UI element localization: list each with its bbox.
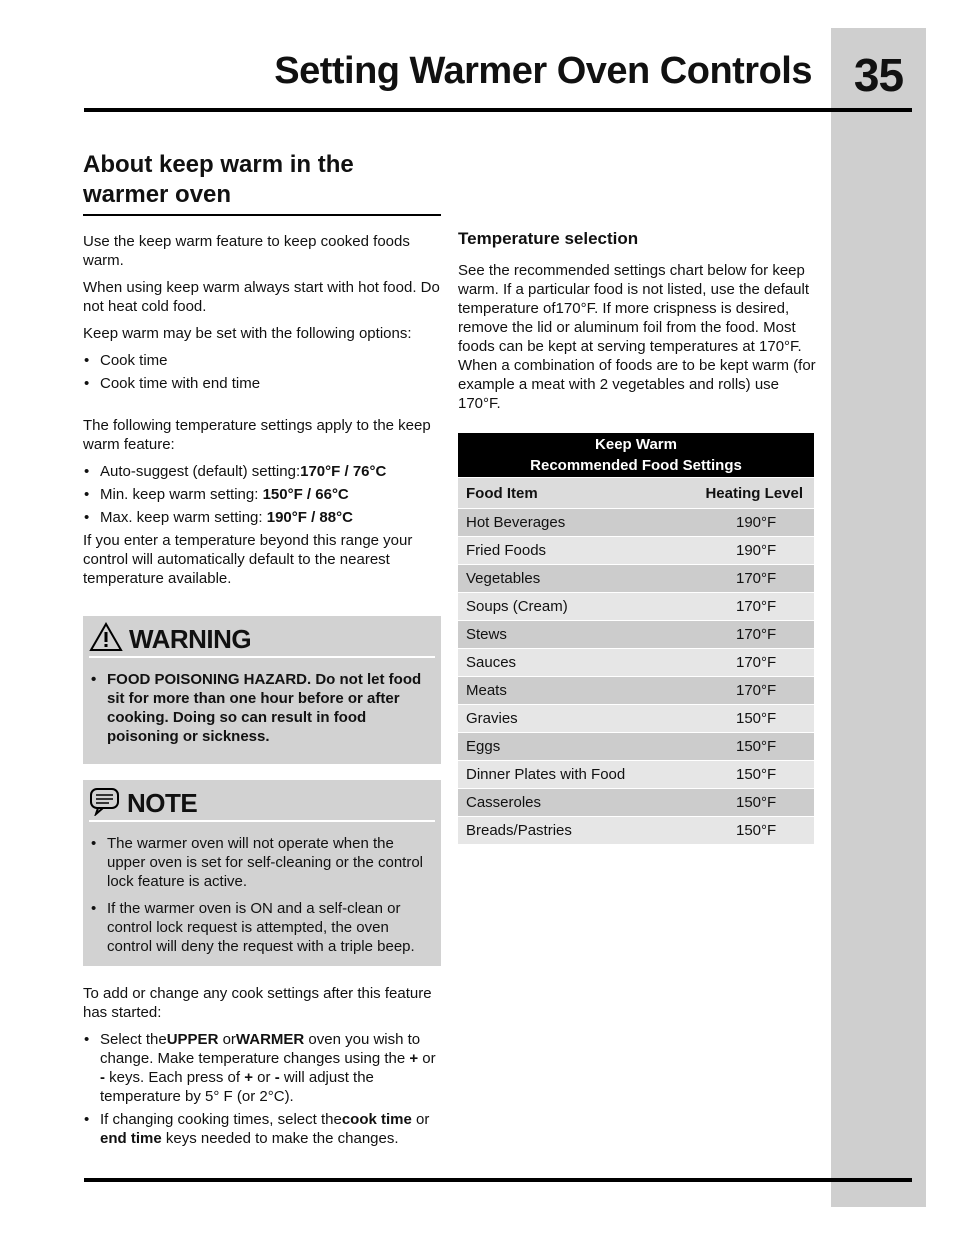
intro-paragraph: Use the keep warm feature to keep cooked foods warm. <box>83 233 410 269</box>
left-column <box>83 150 441 1152</box>
table-row <box>458 761 814 789</box>
end-time-key-label: end time <box>100 1130 162 1147</box>
caption-line: Recommended Food Settings <box>530 457 742 474</box>
header-rule <box>84 108 912 112</box>
step-text: or <box>253 1069 275 1086</box>
page-sidebar-band <box>831 28 926 1207</box>
food-item-cell: Casseroles <box>458 789 650 817</box>
keep-warm-table <box>458 433 814 845</box>
step-text: will adjust the temperature by 5° F (or 2°C). <box>100 1069 374 1105</box>
page-title: Setting Warmer Oven Controls <box>274 50 812 92</box>
step-text: oven you wish to change. Make temperature changes using the <box>100 1031 421 1067</box>
warning-title: WARNING <box>129 623 252 654</box>
table-row <box>458 677 814 705</box>
list-item: • If the warmer oven is ON and a self-clean or control lock request is attempted, the oven control will deny the request with a triple beep. <box>89 899 435 956</box>
table-row <box>458 621 814 649</box>
table-row <box>458 789 814 817</box>
section-heading: About keep warm in the warmer oven <box>83 150 441 216</box>
plus-key-label: + <box>409 1050 419 1067</box>
temperature-selection-heading: Temperature selection <box>458 229 639 248</box>
setting-label: Auto-suggest (default) setting: <box>100 463 301 480</box>
intro-paragraph: Keep warm may be set with the following options: <box>83 325 412 342</box>
list-item <box>83 485 441 504</box>
step-text: If changing cooking times, select the <box>100 1111 342 1128</box>
step-text: or <box>218 1031 236 1048</box>
list-item: • Cook time <box>83 351 441 370</box>
setting-value: 150°F / 66°C <box>262 486 349 503</box>
list-item: • FOOD POISONING HAZARD. Do not let food sit for more than one hour before or after cooking. Doing so can result in food poisoning or sickness. <box>89 670 435 746</box>
food-item-cell: Fried Foods <box>458 537 650 565</box>
heating-level-cell: 170°F <box>650 649 814 677</box>
food-item-cell: Hot Beverages <box>458 509 650 537</box>
table-caption <box>458 433 814 478</box>
footer-rule <box>84 1178 912 1182</box>
step-text: keys needed to make the changes. <box>161 1130 399 1147</box>
page-number: 35 <box>853 49 904 101</box>
intro-paragraph: When using keep warm always start with hot food. Do not heat cold food. <box>83 279 440 315</box>
list-item: • Cook time with end time <box>83 374 441 393</box>
upper-key-label: UPPER <box>166 1031 219 1048</box>
setting-value: 190°F / 88°C <box>266 509 353 526</box>
change-intro: To add or change any cook settings after this feature has started: <box>83 985 432 1021</box>
heating-level-cell: 170°F <box>650 621 814 649</box>
warning-list <box>89 670 435 746</box>
table-row <box>458 733 814 761</box>
heating-level-cell: 150°F <box>650 705 814 733</box>
step-text: Select the <box>100 1031 167 1048</box>
warning-header <box>89 622 435 658</box>
right-column <box>458 229 818 845</box>
step-text: keys. Each press of <box>105 1069 245 1086</box>
list-item: • The warmer oven will not operate when the upper oven is set for self-cleaning or the control lock feature is active. <box>89 834 435 891</box>
temp-intro: The following temperature settings apply to the keep warm feature: <box>83 417 431 453</box>
table-row <box>458 537 814 565</box>
options-list <box>83 351 441 393</box>
warmer-key-label: WARMER <box>235 1031 305 1048</box>
step-text: or <box>418 1050 436 1067</box>
temperature-selection-body: See the recommended settings chart below for keep warm. If a particular food is not listed, use the default temperature of170°F. If more crispness is desired, remove the lid or aluminum foil from the food. Most foods can be kept at serving temperatures at 170°F. When a combination of foods are to be kept warm (for example a meat with 2 vegetables and rolls) use 170°F. <box>458 262 816 412</box>
plus-key-label: + <box>244 1069 253 1086</box>
step-text: or <box>411 1111 430 1128</box>
food-item-cell: Eggs <box>458 733 650 761</box>
food-item-cell: Soups (Cream) <box>458 593 650 621</box>
table-row <box>458 705 814 733</box>
caption-line: Keep Warm <box>595 436 677 453</box>
list-item <box>83 1030 441 1106</box>
note-header <box>89 786 435 822</box>
food-item-cell: Meats <box>458 677 650 705</box>
heating-level-cell: 190°F <box>650 537 814 565</box>
heating-level-cell: 170°F <box>650 677 814 705</box>
warning-triangle-icon <box>89 622 123 657</box>
warning-box <box>83 616 441 764</box>
table-row <box>458 509 814 537</box>
heating-level-cell: 150°F <box>650 761 814 789</box>
food-item-cell: Dinner Plates with Food <box>458 761 650 789</box>
food-item-cell: Sauces <box>458 649 650 677</box>
list-item <box>83 1110 441 1148</box>
table-row <box>458 565 814 593</box>
col-heating-level: Heating Level <box>650 478 814 509</box>
list-item <box>83 462 441 481</box>
setting-label: Max. keep warm setting: <box>100 509 267 526</box>
col-food-item: Food Item <box>458 478 650 509</box>
table-header-row <box>458 478 814 509</box>
minus-key-label: - <box>274 1069 280 1086</box>
setting-label: Min. keep warm setting: <box>100 486 263 503</box>
table-row <box>458 593 814 621</box>
table-row <box>458 817 814 845</box>
note-title: NOTE <box>127 787 198 818</box>
note-speech-icon <box>89 786 121 821</box>
food-item-cell: Breads/Pastries <box>458 817 650 845</box>
food-item-cell: Gravies <box>458 705 650 733</box>
note-box <box>83 780 441 966</box>
change-steps-list <box>83 1030 441 1148</box>
heating-level-cell: 150°F <box>650 789 814 817</box>
setting-value: 170°F / 76°C <box>300 463 387 480</box>
table-row <box>458 649 814 677</box>
temp-settings-list <box>83 462 441 527</box>
note-list <box>89 834 435 956</box>
heating-level-cell: 170°F <box>650 565 814 593</box>
range-note: If you enter a temperature beyond this range your control will automatically default to the nearest temperature available. <box>83 532 413 587</box>
list-item <box>83 508 441 527</box>
minus-key-label: - <box>100 1069 105 1086</box>
heating-level-cell: 190°F <box>650 509 814 537</box>
heating-level-cell: 170°F <box>650 593 814 621</box>
heating-level-cell: 150°F <box>650 733 814 761</box>
food-item-cell: Stews <box>458 621 650 649</box>
food-item-cell: Vegetables <box>458 565 650 593</box>
heating-level-cell: 150°F <box>650 817 814 845</box>
cook-time-key-label: cook time <box>341 1111 412 1128</box>
